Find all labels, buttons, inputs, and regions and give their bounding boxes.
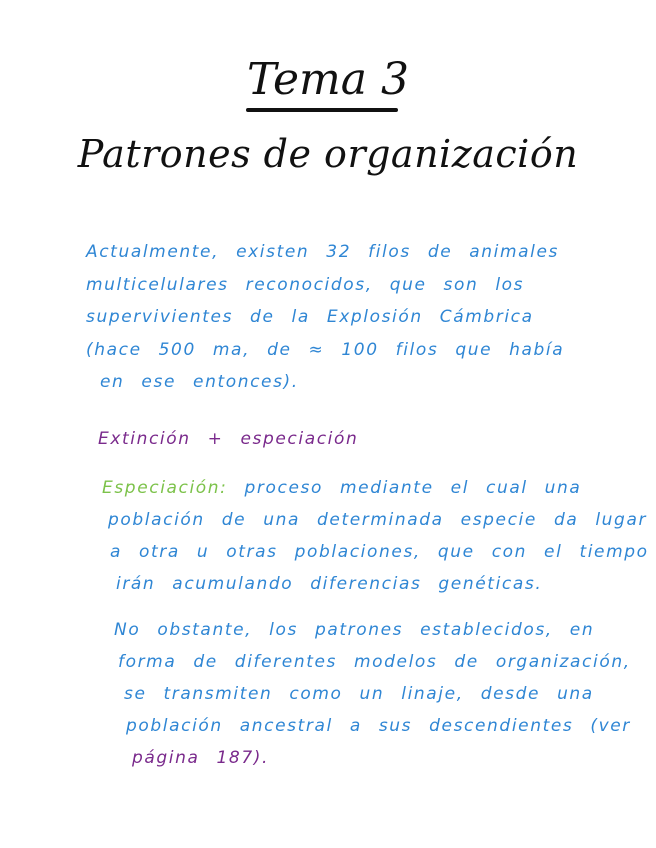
intro-paragraph: [86, 236, 564, 399]
closing-line: No obstante, los patrones establecidos, en: [114, 620, 595, 640]
intro-line: supervivientes de la Explosión Cámbrica: [86, 307, 534, 327]
definition-line: población de una determinada especie da lugar: [108, 510, 648, 530]
closing-line: población ancestral a sus descendientes (ver: [126, 716, 631, 736]
section-heading: Extinción + especiación: [98, 429, 359, 449]
definition-line: irán acumulando diferencias genéticas.: [116, 574, 543, 594]
closing-line: se transmiten como un linaje, desde una: [124, 684, 594, 704]
intro-line: en ese entonces).: [100, 372, 299, 392]
page-reference: página 187).: [132, 748, 270, 768]
definition-paragraph: [102, 472, 649, 600]
closing-line: forma de diferentes modelos de organización,: [118, 652, 631, 672]
intro-line: (hace 500 ma, de ≈ 100 filos que había: [86, 339, 565, 360]
definition-line: a otra u otras poblaciones, que con el tiempo: [110, 542, 649, 562]
closing-paragraph: [114, 614, 631, 774]
title-underline: [246, 108, 398, 112]
page-title: Tema 3: [247, 54, 409, 105]
intro-line: multicelulares reconocidos, que son los: [86, 274, 525, 295]
definition-line: proceso mediante el cual una: [244, 478, 582, 498]
intro-line: Actualmente, existen 32 filos de animales: [86, 242, 559, 262]
page-subtitle: Patrones de organización: [77, 132, 579, 176]
definition-term: Especiación:: [102, 478, 228, 498]
